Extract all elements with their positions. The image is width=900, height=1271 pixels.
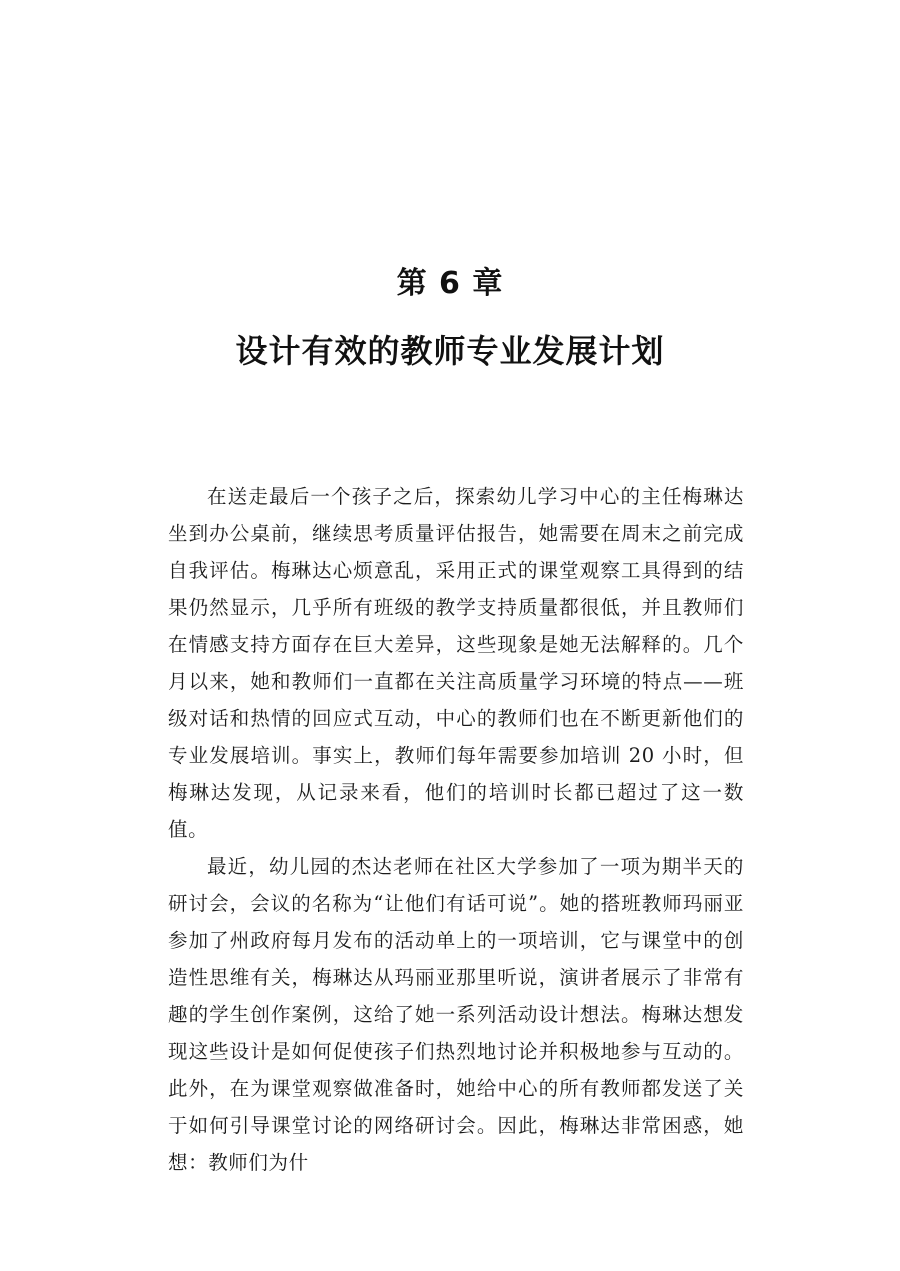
paragraph-2: 最近，幼儿园的杰达老师在社区大学参加了一项为期半天的研讨会，会议的名称为“让他们有话可说”。她的搭班教师玛丽亚参加了州政府每月发布的活动单上的一项培训，它与课堂中的创造性思维有关，梅琳达从玛丽亚那里听说，演讲者展示了非常有趣的学生创作案例，这给了她一系列活动设计想法。梅琳达想发现这些设计是如何促使孩子们热烈地讨论并积极地参与互动的。此外，在为课堂观察做准备时，她给中心的所有教师都发送了关于如何引导课堂讨论的网络研讨会。因此，梅琳达非常困惑，她想：教师们为什 bbox=[168, 855, 744, 1174]
paragraph-1: 在送走最后一个孩子之后，探索幼儿学习中心的主任梅琳达坐到办公桌前，继续思考质量评估报告，她需要在周末之前完成自我评估。梅琳达心烦意乱，采用正式的课堂观察工具得到的结果仍然显示，几乎所有班级的教学支持质量都很低，并且教师们在情感支持方面存在巨大差异，这些现象是她无法解释的。几个月以来，她和教师们一直都在关注高质量学习环境的特点——班级对话和热情的回应式互动，中心的教师们也在不断更新他们的专业发展培训。事实上，教师们每年需要参加培训 20 小时，但梅琳达发现，从记录来看，他们的培训时长都已超过了这一数值。 bbox=[168, 485, 744, 841]
chapter-body bbox=[168, 478, 744, 1181]
chapter-title: 设计有效的教师专业发展计划 bbox=[235, 332, 665, 370]
chapter-number: 第 6 章 bbox=[396, 266, 504, 301]
